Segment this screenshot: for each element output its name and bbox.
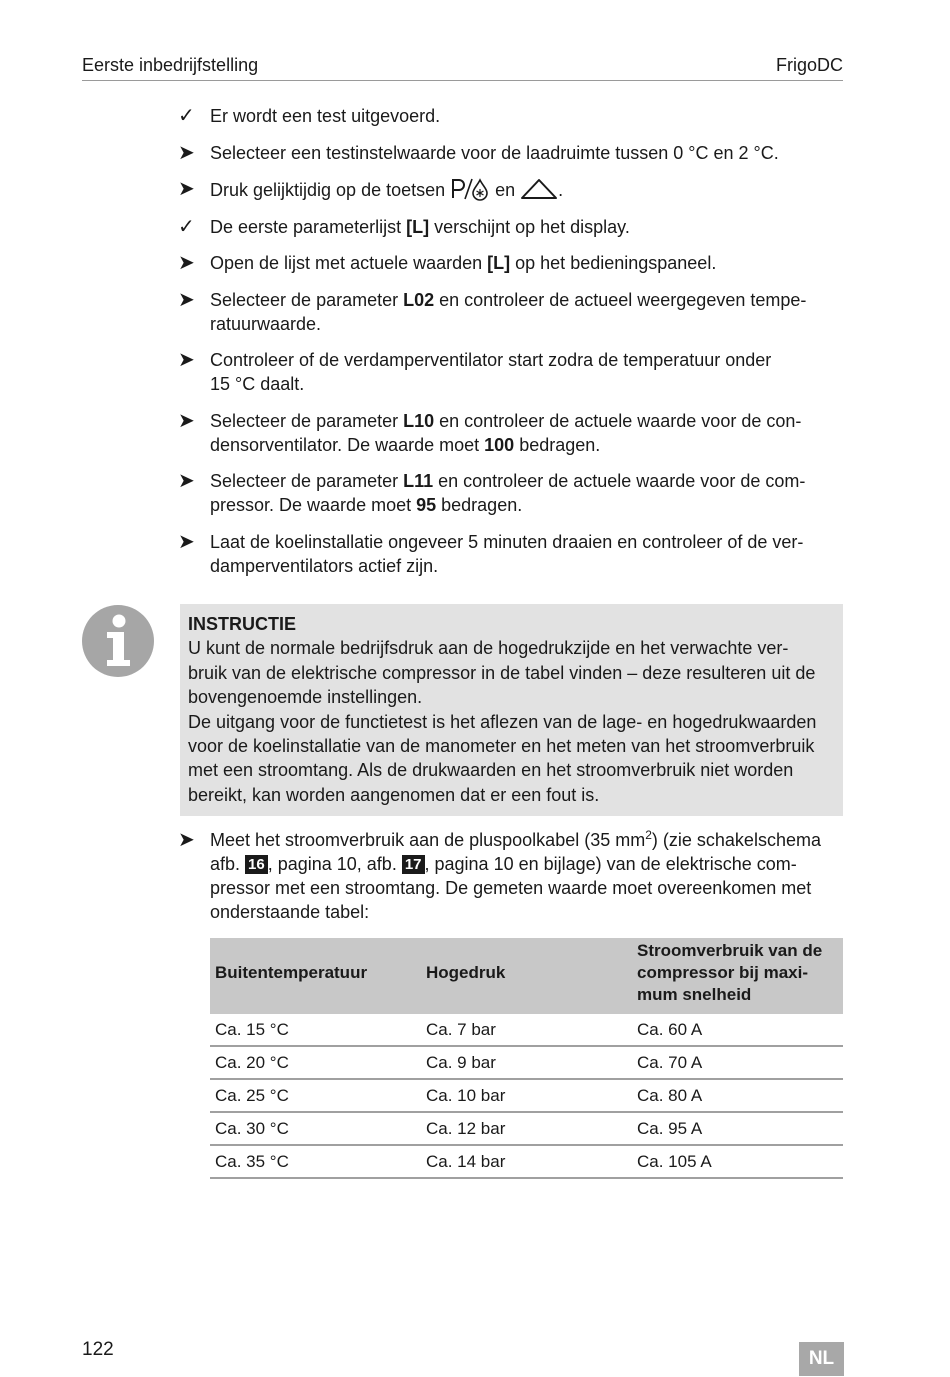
measure-step (178, 828, 844, 937)
instruction-note (180, 604, 843, 816)
note-paragraph-1: U kunt de normale bedrijfsdruk aan de hogedrukzijde en het verwachte ver- bruik van de elektrische compressor in de tabel vinden – deze resulteren uit de bovengenoemde instellingen. (188, 638, 816, 708)
table-cell: Ca. 60 A (632, 1014, 843, 1046)
superscript: 2 (645, 828, 652, 842)
bold-text: 95 (416, 495, 437, 515)
text-segment: Laat de koelinstallatie ongeveer 5 minuten draaien en controleer of de ver- damperventilators actief zijn. (210, 531, 804, 576)
text-segment: en controleer de actuele waarde voor de con- densorventilator. De waarde moet (210, 410, 802, 455)
bold-text: L02 (403, 289, 435, 310)
text-segment: Selecteer de parameter (210, 471, 404, 491)
note-paragraph-2: De uitgang voor de functietest is het aflezen van de lage- en hogedrukwaarden voor de koelinstallatie van de manometer en het meten van het stroomverbruik met een stroomtang. Als de drukwaarden en het stroomverbruik niet worden bereikt, kan worden aangenomen dat er een fout is. (188, 711, 817, 805)
product-name: FrigoDC (775, 55, 843, 75)
power-defrost-key-icon (450, 177, 490, 201)
language-tab: NL (799, 1342, 844, 1376)
pressure-current-table (210, 938, 843, 1179)
arrow-bullet-icon: ➤ (178, 141, 195, 164)
page-header (82, 55, 843, 81)
arrow-bullet-icon: ➤ (178, 470, 195, 492)
text-segment: Controleer of de verdamperventilator start zodra de temperatuur onder 15 °C daalt. (210, 350, 772, 394)
info-icon (82, 605, 154, 677)
text-segment: Selecteer de parameter (210, 289, 404, 310)
text-segment: Open de lijst met actuele waarden (210, 253, 488, 273)
bold-text: 100 (484, 434, 515, 455)
table-cell: Ca. 9 bar (421, 1046, 632, 1079)
table-cell: Ca. 35 °C (210, 1145, 421, 1178)
action-step (178, 530, 844, 578)
column-header: Hogedruk (421, 938, 632, 1014)
note-title: INSTRUCTIE (188, 614, 296, 634)
arrow-bullet-icon: ➤ (178, 530, 195, 553)
table-cell: Ca. 15 °C (210, 1014, 421, 1046)
table-row (210, 1014, 843, 1046)
figure-reference-badge: 17 (402, 855, 425, 874)
text-segment: en controleer de actuele waarde voor de com- pressor. De waarde moet (210, 471, 806, 515)
text-segment: Meet het stroomverbruik aan de pluspoolkabel (35 mm (210, 830, 646, 850)
table-cell: Ca. 95 A (632, 1112, 843, 1145)
text-segment: bedragen. (514, 434, 601, 455)
arrow-bullet-icon: ➤ (178, 288, 195, 311)
section-title: Eerste inbedrijfstelling (82, 55, 259, 75)
action-step (178, 251, 844, 275)
table-cell: Ca. 25 °C (210, 1079, 421, 1112)
text-segment: en controleer de actueel weergegeven tempe- ratuurwaarde. (210, 289, 807, 334)
text-segment: Selecteer een testinstelwaarde voor de laadruimte tussen 0 °C en 2 °C. (210, 142, 779, 163)
text-segment: bedragen. (436, 495, 523, 515)
table-header-row (210, 938, 843, 1014)
table-cell: Ca. 80 A (632, 1079, 843, 1112)
table-cell: Ca. 10 bar (421, 1079, 632, 1112)
text-segment: , pagina 10 en bijlage) van de elektrische com- pressor met een stroomtang. De gemeten waarde moet overeenkomen met onderstaande tabel: (210, 854, 812, 922)
arrow-bullet-icon: ➤ (178, 409, 195, 432)
table-row (210, 1145, 843, 1178)
text-segment: verschijnt op het display. (429, 216, 630, 237)
action-step (178, 177, 844, 202)
table-row (210, 1046, 843, 1079)
action-step (178, 409, 844, 457)
table-row (210, 1079, 843, 1112)
table-row (210, 1112, 843, 1145)
action-step (178, 469, 844, 517)
bold-text: [L] (406, 216, 430, 237)
action-step (178, 828, 844, 924)
text-segment: Selecteer de parameter (210, 410, 404, 431)
table-cell: Ca. 70 A (632, 1046, 843, 1079)
table-cell: Ca. 105 A (632, 1145, 843, 1178)
text-segment: De eerste parameterlijst (210, 216, 407, 237)
arrow-bullet-icon: ➤ (178, 829, 195, 851)
text-segment: , pagina 10, afb. (267, 854, 402, 874)
text-segment: op het bedieningspaneel. (510, 253, 717, 273)
bold-text: [L] (487, 253, 511, 273)
table-cell: Ca. 30 °C (210, 1112, 421, 1145)
page-number: 122 (82, 1339, 114, 1360)
arrow-bullet-icon: ➤ (178, 178, 195, 200)
column-header: Stroomverbruik van de compressor bij maxi- mum snelheid (632, 938, 843, 1014)
table-cell: Ca. 12 bar (421, 1112, 632, 1145)
column-header: Buitentemperatuur (210, 938, 421, 1014)
text-segment: . (558, 180, 564, 200)
table-cell: Ca. 14 bar (421, 1145, 632, 1178)
instruction-steps (178, 104, 844, 590)
action-step (178, 141, 844, 165)
arrow-bullet-icon: ➤ (178, 349, 195, 371)
table-cell: Ca. 20 °C (210, 1046, 421, 1079)
bold-text: L10 (403, 410, 435, 431)
text-segment: Er wordt een test uitgevoerd. (210, 106, 441, 126)
checkmark-icon: ✓ (178, 105, 195, 127)
checkmark-icon: ✓ (178, 215, 195, 238)
bold-text: L11 (403, 471, 434, 491)
arrow-bullet-icon: ➤ (178, 252, 195, 274)
text-segment: en (490, 180, 521, 200)
up-triangle-key-icon (520, 177, 558, 201)
table-cell: Ca. 7 bar (421, 1014, 632, 1046)
figure-reference-badge: 16 (245, 855, 268, 874)
result-step (178, 215, 844, 239)
action-step (178, 348, 844, 396)
text-segment: Druk gelijktijdig op de toetsen (210, 180, 451, 200)
result-step (178, 104, 844, 128)
text-segment: ) (zie schakelschema afb. (210, 830, 821, 874)
action-step (178, 288, 844, 336)
